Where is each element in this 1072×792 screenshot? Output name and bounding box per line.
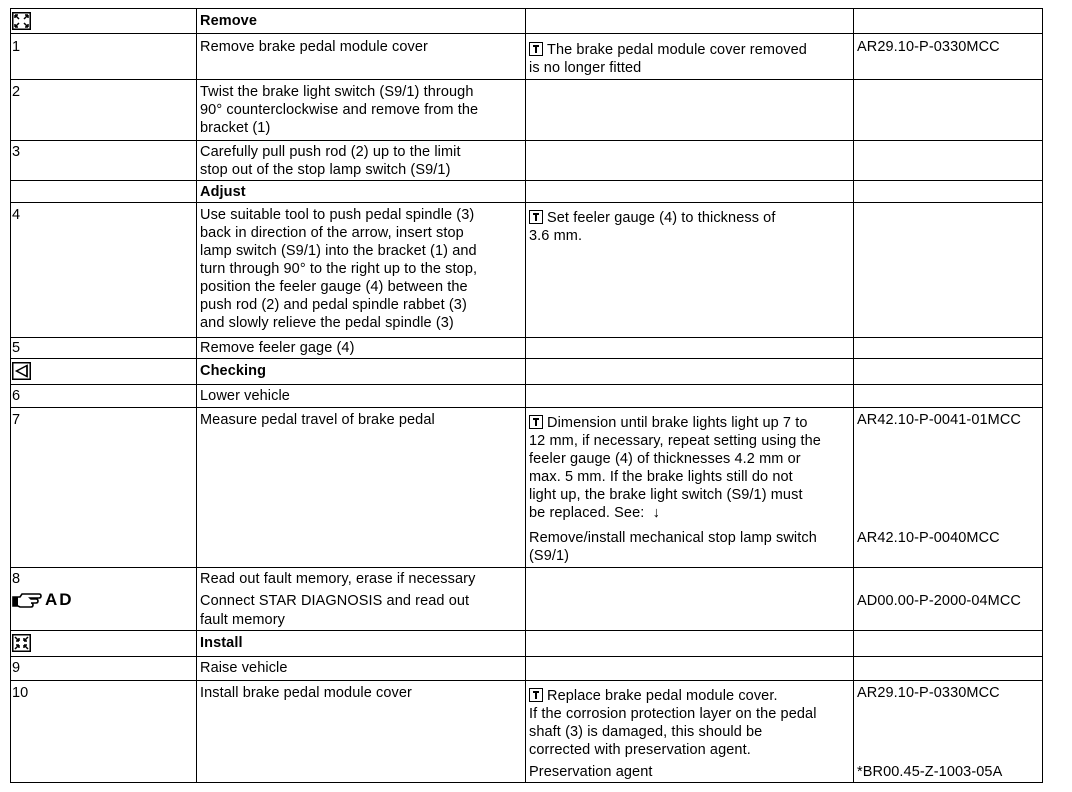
- info-icon: [529, 210, 543, 224]
- step-note-line: feeler gauge (4) of thicknesses 4.2 mm or: [529, 451, 801, 467]
- step-note-line: light up, the brake light switch (S9/1) must: [529, 487, 803, 503]
- step-number: 4: [12, 207, 21, 223]
- step-operation: Lower vehicle: [200, 388, 290, 404]
- step-number: 3: [12, 144, 21, 160]
- hand-pointer-icon: [12, 591, 42, 609]
- step-operation: Raise vehicle: [200, 660, 288, 676]
- step-number: 5: [12, 340, 21, 356]
- step-operation-line: and slowly relieve the pedal spindle (3): [200, 315, 454, 331]
- step-operation: Remove feeler gage (4): [200, 340, 355, 356]
- badge-text: AD: [45, 590, 74, 609]
- step-operation-line: stop out of the stop lamp switch (S9/1): [200, 162, 451, 178]
- step-operation-line: fault memory: [200, 612, 285, 628]
- step-note: Dimension until brake lights light up 7 to: [529, 414, 808, 432]
- step-note: Set feeler gauge (4) to thickness of: [529, 209, 775, 227]
- step-operation: Read out fault memory, erase if necessary: [200, 571, 476, 587]
- step-number: 10: [12, 685, 29, 701]
- install-icon: [12, 634, 31, 652]
- remove-icon: [12, 12, 31, 30]
- step-operation-line: turn through 90° to the right up to the stop,: [200, 261, 478, 277]
- step-operation-line: 90° counterclockwise and remove from the: [200, 102, 479, 118]
- step-reference-link[interactable]: AR42.10-P-0040MCC: [857, 530, 1000, 546]
- section-adjust: Adjust: [200, 184, 246, 200]
- checking-icon: [12, 362, 31, 380]
- step-operation-line: Carefully pull push rod (2) up to the limit: [200, 144, 461, 160]
- step-note-line: is no longer fitted: [529, 60, 642, 76]
- section-checking: Checking: [200, 363, 267, 379]
- step-operation-line: bracket (1): [200, 120, 271, 136]
- info-icon: [529, 688, 543, 702]
- step-note-link[interactable]: Preservation agent: [529, 764, 653, 780]
- section-install: Install: [200, 635, 243, 651]
- step-note-line: corrected with preservation agent.: [529, 742, 751, 758]
- info-icon: [529, 415, 543, 429]
- step-operation-line: Connect STAR DIAGNOSIS and read out: [200, 593, 470, 609]
- step-number: 8: [12, 571, 21, 587]
- step-operation-line: Twist the brake light switch (S9/1) through: [200, 84, 474, 100]
- step-operation: Measure pedal travel of brake pedal: [200, 412, 435, 428]
- step-operation-line: lamp switch (S9/1) into the bracket (1) and: [200, 243, 477, 259]
- step-reference-link[interactable]: *BR00.45-Z-1003-05A: [857, 764, 1003, 780]
- step-note-line: shaft (3) is damaged, this should be: [529, 724, 763, 740]
- step-number: 9: [12, 660, 21, 676]
- step-note-line: be replaced. See: ↓: [529, 505, 660, 521]
- step-note-line: If the corrosion protection layer on the pedal: [529, 706, 817, 722]
- step-note-link-line[interactable]: (S9/1): [529, 548, 570, 564]
- step-operation-line: position the feeler gauge (4) between the: [200, 279, 468, 295]
- step-note-line: max. 5 mm. If the brake lights still do not: [529, 469, 793, 485]
- step-operation: Remove brake pedal module cover: [200, 39, 428, 55]
- step-operation: Install brake pedal module cover: [200, 685, 412, 701]
- section-remove: Remove: [200, 13, 258, 29]
- step-reference-link[interactable]: AR29.10-P-0330MCC: [857, 39, 1000, 55]
- step-note: Replace brake pedal module cover.: [529, 687, 778, 705]
- step-operation-line: push rod (2) and pedal spindle rabbet (3): [200, 297, 467, 313]
- step-reference-link[interactable]: AR42.10-P-0041-01MCC: [857, 412, 1021, 428]
- step-number: 2: [12, 84, 21, 100]
- step-number: 6: [12, 388, 21, 404]
- step-number: 7: [12, 412, 21, 428]
- step-note-line: 3.6 mm.: [529, 228, 583, 244]
- info-icon: [529, 42, 543, 56]
- step-reference-link[interactable]: AD00.00-P-2000-04MCC: [857, 593, 1021, 609]
- step-note: The brake pedal module cover removed: [529, 41, 807, 59]
- star-diagnosis-badge: [12, 589, 74, 611]
- step-operation-line: Use suitable tool to push pedal spindle (3): [200, 207, 475, 223]
- step-note-line: 12 mm, if necessary, repeat setting using the: [529, 433, 821, 449]
- step-reference-link[interactable]: AR29.10-P-0330MCC: [857, 685, 1000, 701]
- step-operation-line: back in direction of the arrow, insert stop: [200, 225, 464, 241]
- step-number: 1: [12, 39, 21, 55]
- step-note-link[interactable]: Remove/install mechanical stop lamp switch: [529, 530, 817, 546]
